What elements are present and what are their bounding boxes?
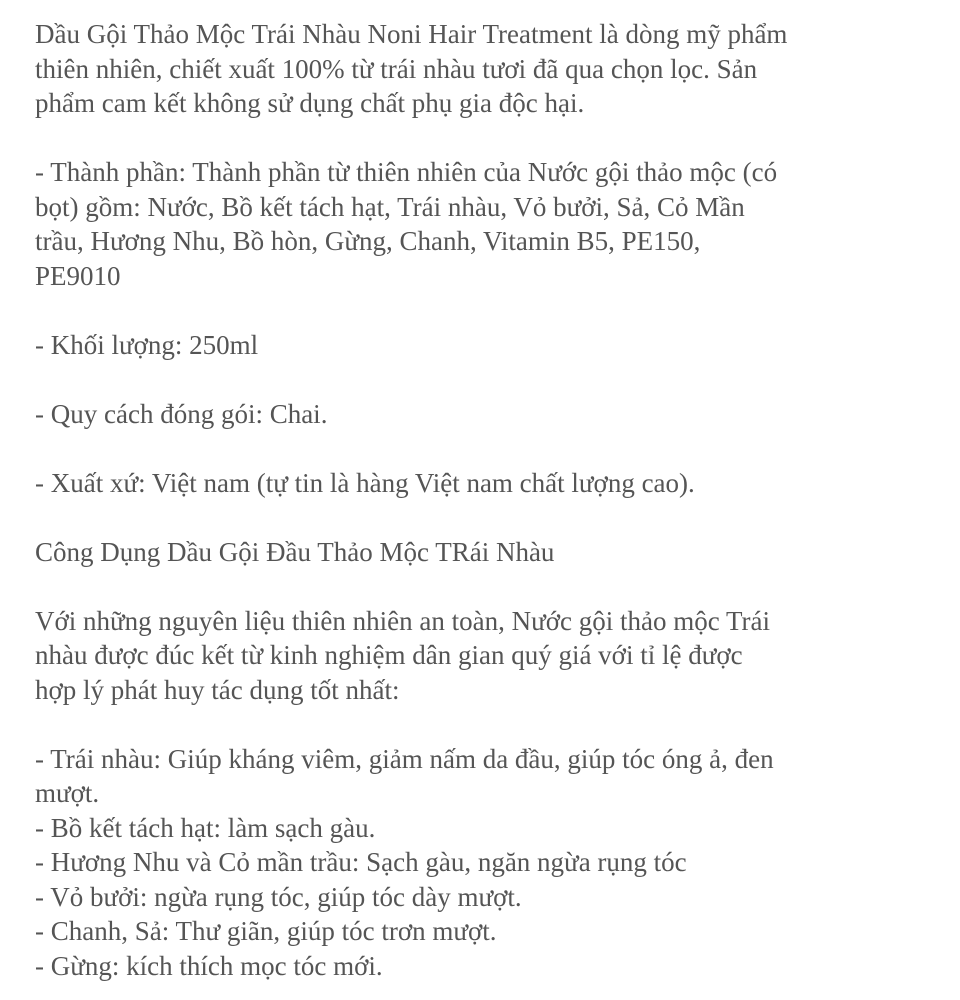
spacer	[35, 707, 935, 742]
usage-intro-line: nhàu được đúc kết từ kinh nghiệm dân gian quý giá với tỉ lệ được	[35, 640, 743, 670]
spacer	[35, 431, 935, 466]
benefit-line: - Chanh, Sả: Thư giãn, giúp tóc trơn mượt.	[35, 916, 497, 946]
origin-line: - Xuất xứ: Việt nam (tự tin là hàng Việt nam chất lượng cao).	[35, 467, 695, 498]
product-description	[35, 17, 935, 983]
ingredients-line: - Thành phần: Thành phần từ thiên nhiên của Nước gội thảo mộc (có	[35, 157, 778, 187]
intro-line: Dầu Gội Thảo Mộc Trái Nhàu Noni Hair Treatment là dòng mỹ phẩm	[35, 19, 788, 49]
spacer	[35, 293, 935, 328]
volume-line: - Khối lượng: 250ml	[35, 329, 259, 360]
benefit-line: - Bồ kết tách hạt: làm sạch gàu.	[35, 812, 376, 843]
section-title: Công Dụng Dầu Gội Đầu Thảo Mộc TRái Nhàu	[35, 536, 555, 567]
spacer	[35, 121, 935, 156]
spacer	[35, 569, 935, 604]
intro-line: phẩm cam kết không sử dụng chất phụ gia độc hại.	[35, 88, 585, 118]
ingredients-line: bọt) gồm: Nước, Bồ kết tách hạt, Trái nhàu, Vỏ bưởi, Sả, Cỏ Mần	[35, 191, 745, 222]
ingredients-line: trầu, Hương Nhu, Bồ hòn, Gừng, Chanh, Vitamin B5, PE150,	[35, 226, 701, 256]
benefit-line: - Trái nhàu: Giúp kháng viêm, giảm nấm da đầu, giúp tóc óng ả, đen	[35, 743, 774, 774]
usage-intro-line: Với những nguyên liệu thiên nhiên an toàn, Nước gội thảo mộc Trái	[35, 605, 770, 636]
benefit-line: mượt.	[35, 778, 100, 808]
benefit-line: - Gừng: kích thích mọc tóc mới.	[35, 950, 383, 981]
intro-line: thiên nhiên, chiết xuất 100% từ trái nhàu tươi đã qua chọn lọc. Sản	[35, 53, 758, 84]
spacer	[35, 362, 935, 397]
benefit-line: - Hương Nhu và Cỏ mần trầu: Sạch gàu, ngăn ngừa rụng tóc	[35, 847, 687, 877]
ingredients-line: PE9010	[35, 260, 121, 291]
usage-intro-line: hợp lý phát huy tác dụng tốt nhất:	[35, 674, 400, 705]
packaging-line: - Quy cách đóng gói: Chai.	[35, 398, 328, 429]
benefit-line: - Vỏ bưởi: ngừa rụng tóc, giúp tóc dày mượt.	[35, 881, 522, 912]
spacer	[35, 500, 935, 535]
